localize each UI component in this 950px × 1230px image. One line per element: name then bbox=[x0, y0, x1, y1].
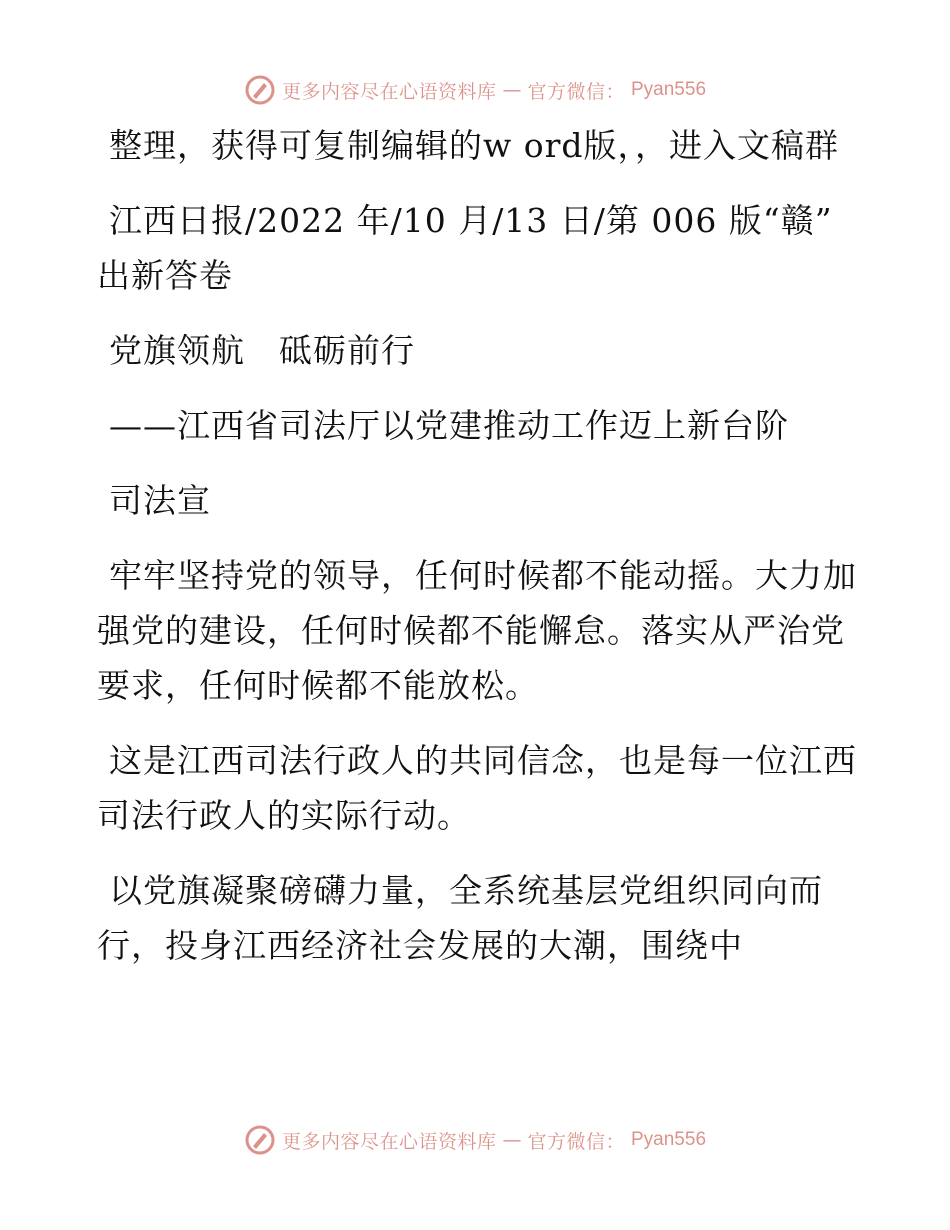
watermark-separator: — bbox=[502, 79, 522, 101]
document-heading: 党旗领航 砥砺前行 bbox=[109, 331, 415, 370]
brand-logo-icon bbox=[244, 1124, 276, 1156]
watermark-wechat-label: 官方微信： bbox=[527, 1130, 625, 1153]
document-body bbox=[97, 118, 857, 993]
watermark-wechat-id: Pyan556 bbox=[631, 1129, 707, 1150]
watermark-separator: — bbox=[502, 1129, 522, 1151]
document-paragraph: 这是江西司法行政人的共同信念，也是每一位江西司法行政人的实际行动。 bbox=[97, 741, 857, 835]
document-byline: 司法宣 bbox=[109, 481, 211, 520]
document-paragraph: 以党旗凝聚磅礴力量，全系统基层党组织同向而行，投身江西经济社会发展的大潮，围绕中 bbox=[97, 871, 823, 965]
brand-logo-icon bbox=[244, 74, 276, 106]
document-subheading: ——江西省司法厅以党建推动工作迈上新台阶 bbox=[109, 406, 789, 445]
document-paragraph: 牢牢坚持党的领导，任何时候都不能动摇。大力加强党的建设，任何时候都不能懈怠。落实从严治党要求，任何时候都不能放松。 bbox=[97, 556, 857, 705]
document-paragraph: 整理，获得可复制编辑的w ord版，，进入文稿群 bbox=[109, 126, 840, 165]
watermark-wechat-id: Pyan556 bbox=[631, 79, 707, 100]
watermark-text: 更多内容尽在心语资料库 bbox=[281, 80, 497, 103]
footer-watermark bbox=[0, 1120, 950, 1160]
watermark-text: 更多内容尽在心语资料库 bbox=[281, 1130, 497, 1153]
header-watermark bbox=[0, 70, 950, 110]
document-paragraph: 江西日报/2022 年/10 月/13 日/第 006 版“赣” 出新答卷 bbox=[97, 201, 833, 295]
watermark-wechat-label: 官方微信： bbox=[527, 80, 625, 103]
